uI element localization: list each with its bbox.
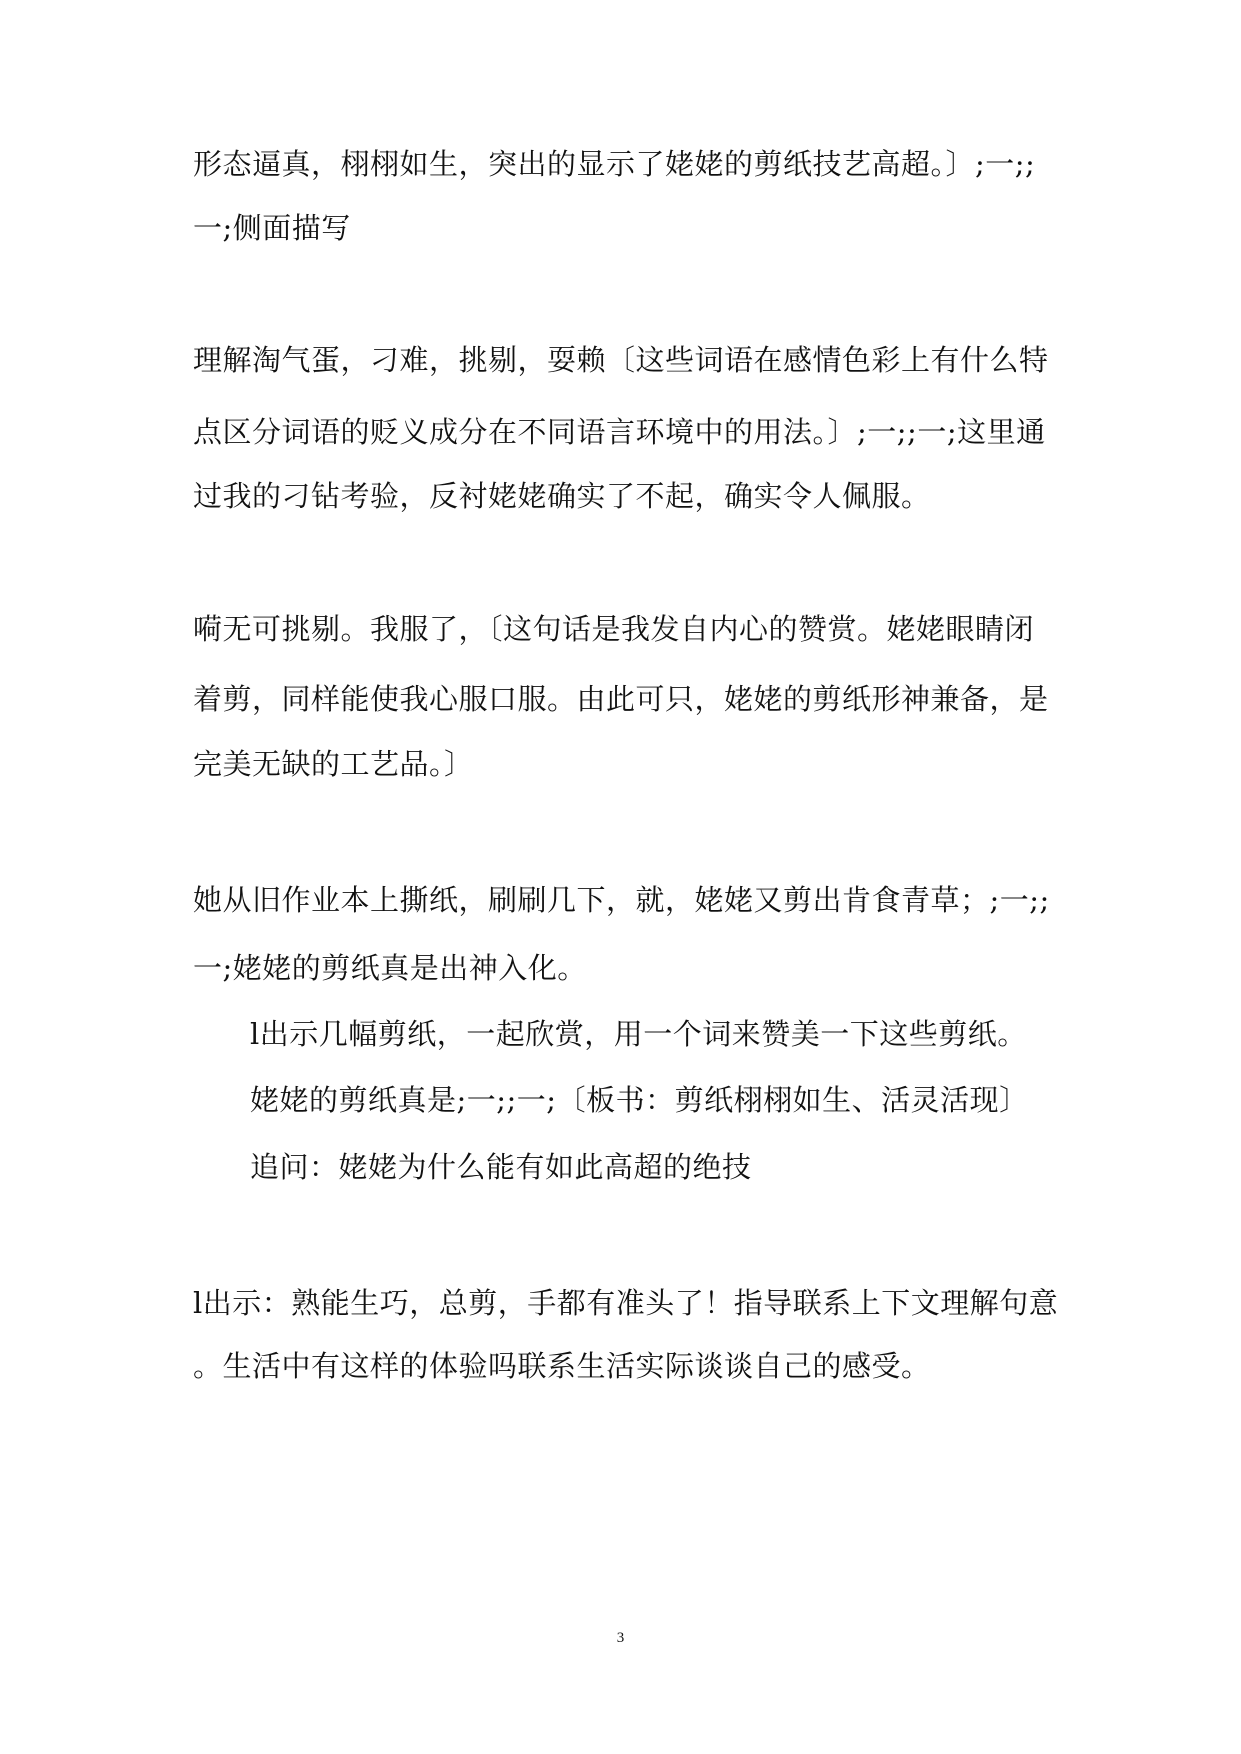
- text-line: 一;姥姥的剪纸真是出神入化。: [193, 951, 587, 985]
- text-line: 。生活中有这样的体验吗联系生活实际谈谈自己的感受。: [193, 1349, 931, 1383]
- text-line: l出示：熟能生巧，总剪，手都有准头了！指导联系上下文理解句意: [193, 1286, 1059, 1320]
- text-line: 一;侧面描写: [193, 211, 351, 245]
- page-number: 3: [616, 1630, 625, 1646]
- indented-line: l出示几幅剪纸，一起欣赏，用一个词来赞美一下这些剪纸。: [250, 1017, 1027, 1051]
- text-line: 理解淘气蛋，刁难，挑剔，耍赖〔这些词语在感情色彩上有什么特: [193, 343, 1049, 377]
- text-line: 她从旧作业本上撕纸，刷刷几下，就，姥姥又剪出肯食青草；;一;;: [193, 883, 1050, 917]
- text-line: 过我的刁钻考验，反衬姥姥确实了不起，确实令人佩服。: [193, 479, 931, 513]
- text-line: 形态逼真，栩栩如生，突出的显示了姥姥的剪纸技艺高超。〕;一;;: [193, 147, 1036, 181]
- text-line: 完美无缺的工艺品。〕: [193, 747, 474, 781]
- indented-line: 追问：姥姥为什么能有如此高超的绝技: [250, 1150, 752, 1184]
- text-line: 着剪，同样能使我心服口服。由此可只，姥姥的剪纸形神兼备，是: [193, 682, 1049, 716]
- text-line: 点区分词语的贬义成分在不同语言环境中的用法。〕;一;;一;这里通: [193, 415, 1046, 449]
- indented-line: 姥姥的剪纸真是;一;;一;〔板书：剪纸栩栩如生、活灵活现〕: [250, 1083, 1029, 1117]
- text-line: 嗬无可挑剔。我服了，〔这句话是我发自内心的赞赏。姥姥眼睛闭: [193, 612, 1035, 646]
